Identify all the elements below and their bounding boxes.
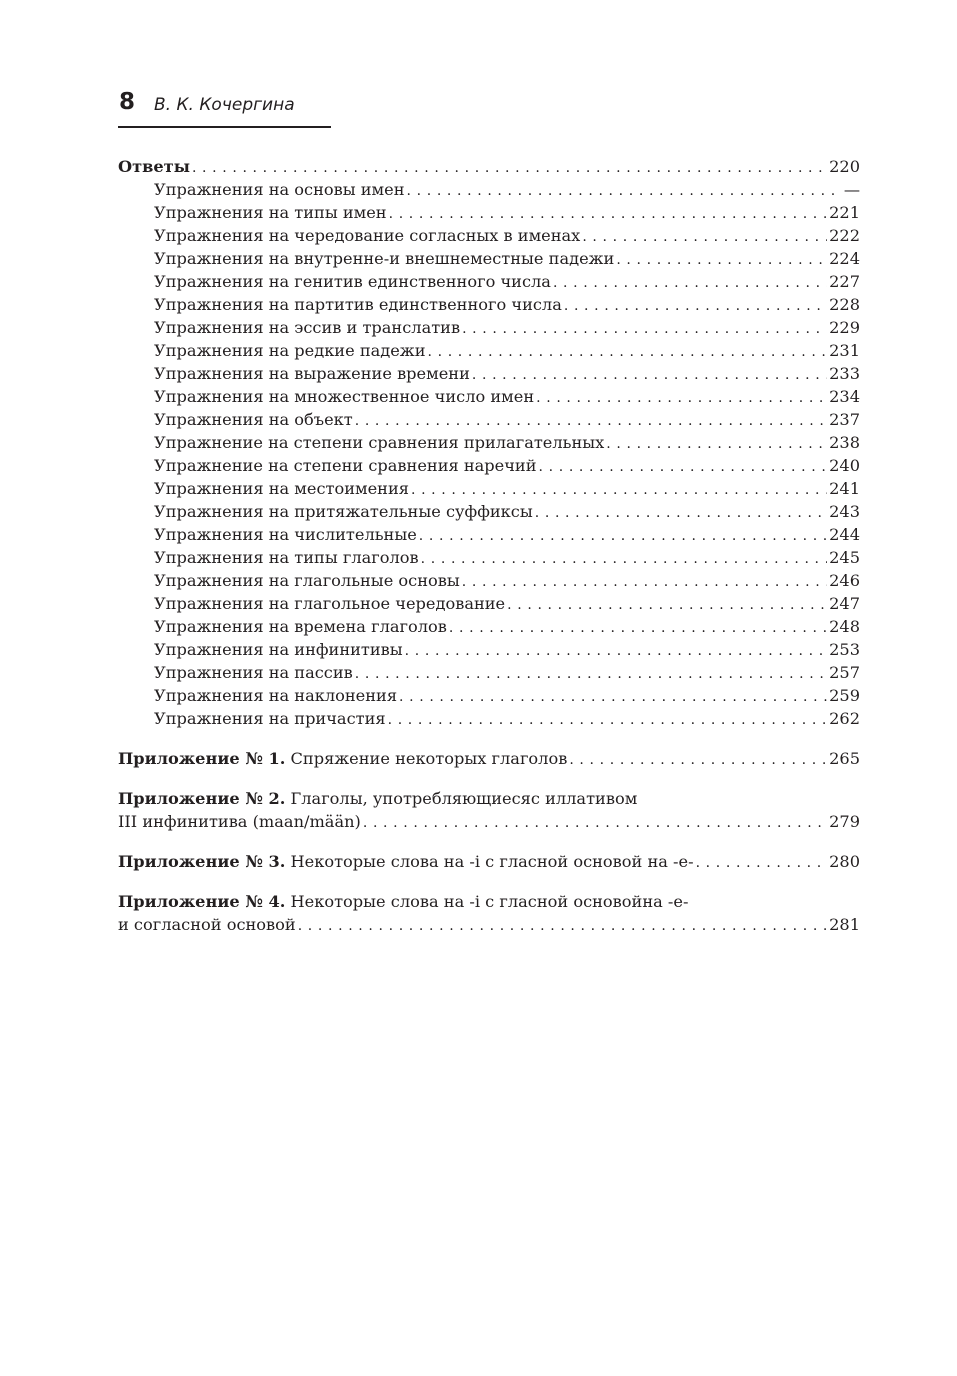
toc-entry-title: Упражнения на выражение времени <box>154 364 470 383</box>
toc-entry-title: Упражнения на пассив <box>154 663 353 682</box>
toc-entry[interactable] <box>118 339 860 362</box>
appendix-label: Приложение № 3. <box>118 852 286 871</box>
toc-appendix-2-continued[interactable] <box>118 810 860 833</box>
toc-appendix-1[interactable] <box>118 747 860 770</box>
dot-leader <box>405 640 827 663</box>
toc-entry-title: Упражнение на степени сравнения прилагательных <box>154 433 605 452</box>
toc-page-number: 227 <box>829 272 860 291</box>
dot-leader <box>582 226 827 249</box>
dot-leader <box>298 915 827 938</box>
dot-leader <box>192 157 827 180</box>
toc-page-number: 228 <box>829 295 860 314</box>
page-number: 8 <box>119 89 136 115</box>
toc-entry[interactable] <box>118 431 860 454</box>
toc-entry[interactable] <box>118 385 860 408</box>
toc-page-number: 231 <box>829 341 860 360</box>
appendix-label: Приложение № 4. <box>118 892 286 911</box>
toc-page-number: 265 <box>829 749 860 768</box>
toc-entry-title: Упражнения на типы глаголов <box>154 548 419 567</box>
dot-leader <box>411 479 827 502</box>
toc-entry-title: Упражнения на глагольные основы <box>154 571 460 590</box>
toc-entry-title: Упражнения на времена глаголов <box>154 617 447 636</box>
toc-entry-title: Упражнение на степени сравнения наречий <box>154 456 537 475</box>
toc-entry-title: Упражнения на наклонения <box>154 686 398 705</box>
toc-entry[interactable] <box>118 523 860 546</box>
toc-page-number: — <box>843 180 860 199</box>
toc-page-number: 234 <box>829 387 860 406</box>
toc-page-number: 238 <box>829 433 860 452</box>
dot-leader <box>399 686 827 709</box>
toc-page-number: 221 <box>829 203 860 222</box>
toc-entry-title: Упражнения на внутренне-и внешнеместные падежи <box>154 249 615 268</box>
appendix-title: Глаголы, употребляющиесяс иллативом <box>290 789 638 808</box>
dot-leader <box>462 571 827 594</box>
toc-page-number: 279 <box>829 812 860 831</box>
appendix-title: Спряжение некоторых глаголов <box>290 749 568 768</box>
toc-page-number: 280 <box>829 852 860 871</box>
toc-appendix-3[interactable] <box>118 850 860 873</box>
toc-entry[interactable] <box>118 615 860 638</box>
dot-leader <box>616 249 827 272</box>
toc-entry-title: Упражнения на числительные <box>154 525 417 544</box>
running-head-author: В. К. Кочергина <box>154 95 295 115</box>
dot-leader <box>536 387 827 410</box>
appendix-label: Приложение № 2. <box>118 789 286 808</box>
toc-entry-title: Упражнения на множественное число имен <box>154 387 535 406</box>
toc-entry[interactable] <box>118 316 860 339</box>
dot-leader <box>355 663 827 686</box>
toc-appendix-4[interactable] <box>118 890 860 913</box>
toc-page-number: 257 <box>829 663 860 682</box>
toc-page-number: 229 <box>829 318 860 337</box>
appendix-title-continued: и согласной основой <box>118 915 296 934</box>
dot-leader <box>539 456 828 479</box>
dot-leader <box>564 295 827 318</box>
toc-page-number: 247 <box>829 594 860 613</box>
table-of-contents <box>118 155 860 936</box>
appendix-title: Некоторые слова на -i с гласной основойна -e- <box>290 892 689 911</box>
toc-section-title: Ответы <box>118 157 190 176</box>
toc-entry[interactable] <box>118 201 860 224</box>
toc-entry[interactable] <box>118 454 860 477</box>
dot-leader <box>407 180 842 203</box>
toc-entry[interactable] <box>118 500 860 523</box>
toc-page-number: 253 <box>829 640 860 659</box>
toc-appendix-2[interactable] <box>118 787 860 810</box>
toc-entry-title: Упражнения на редкие падежи <box>154 341 426 360</box>
toc-page-number: 262 <box>829 709 860 728</box>
toc-page-number: 245 <box>829 548 860 567</box>
toc-entry-title: Упражнения на объект <box>154 410 353 429</box>
toc-page-number: 241 <box>829 479 860 498</box>
toc-entry-title: Упражнения на основы имен <box>154 180 405 199</box>
toc-page-number: 243 <box>829 502 860 521</box>
dot-leader <box>421 548 827 571</box>
toc-entry-title: Упражнения на местоимения <box>154 479 409 498</box>
dot-leader <box>363 812 827 835</box>
toc-section-answers[interactable] <box>118 155 860 178</box>
dot-leader <box>462 318 827 341</box>
toc-entry-title: Упражнения на инфинитивы <box>154 640 403 659</box>
dot-leader <box>569 749 827 772</box>
dot-leader <box>428 341 828 364</box>
toc-page-number: 240 <box>829 456 860 475</box>
dot-leader <box>507 594 827 617</box>
toc-entry[interactable] <box>118 408 860 431</box>
toc-page-number: 222 <box>829 226 860 245</box>
toc-page-number: 246 <box>829 571 860 590</box>
dot-leader <box>535 502 827 525</box>
toc-entry[interactable] <box>118 477 860 500</box>
toc-entry[interactable] <box>118 661 860 684</box>
toc-page-number: 220 <box>829 157 860 176</box>
appendix-title-continued: III инфинитива (maan/mään) <box>118 812 361 831</box>
toc-entry[interactable] <box>118 546 860 569</box>
dot-leader <box>696 852 828 875</box>
toc-page-number: 237 <box>829 410 860 429</box>
toc-entry-title: Упражнения на глагольное чередование <box>154 594 506 613</box>
toc-entry[interactable] <box>118 707 860 730</box>
dot-leader <box>419 525 827 548</box>
toc-entry-title: Упражнения на причастия <box>154 709 386 728</box>
toc-page-number: 281 <box>829 915 860 934</box>
dot-leader <box>355 410 827 433</box>
toc-entry-title: Упражнения на эссив и транслатив <box>154 318 461 337</box>
appendix-label: Приложение № 1. <box>118 749 286 768</box>
toc-entry-title: Упражнения на генитив единственного числа <box>154 272 551 291</box>
toc-page-number: 259 <box>829 686 860 705</box>
toc-entry-title: Упражнения на типы имен <box>154 203 387 222</box>
toc-entry[interactable] <box>118 224 860 247</box>
appendix-title: Некоторые слова на -i с гласной основой на -e- <box>290 852 694 871</box>
toc-entry[interactable] <box>118 362 860 385</box>
toc-entry[interactable] <box>118 247 860 270</box>
toc-entry[interactable] <box>118 178 860 201</box>
running-header <box>118 86 331 128</box>
dot-leader <box>553 272 827 295</box>
dot-leader <box>389 203 828 226</box>
dot-leader <box>388 709 827 732</box>
dot-leader <box>606 433 827 456</box>
toc-entry[interactable] <box>118 592 860 615</box>
toc-entry[interactable] <box>118 638 860 661</box>
toc-page-number: 248 <box>829 617 860 636</box>
dot-leader <box>449 617 827 640</box>
toc-entry[interactable] <box>118 293 860 316</box>
toc-entry[interactable] <box>118 684 860 707</box>
toc-page-number: 233 <box>829 364 860 383</box>
toc-page-number: 244 <box>829 525 860 544</box>
dot-leader <box>472 364 827 387</box>
toc-page-number: 224 <box>829 249 860 268</box>
toc-entry-title: Упражнения на притяжательные суффиксы <box>154 502 533 521</box>
toc-entry-title: Упражнения на чередование согласных в именах <box>154 226 581 245</box>
toc-entry-title: Упражнения на партитив единственного числа <box>154 295 562 314</box>
toc-appendix-4-continued[interactable] <box>118 913 860 936</box>
toc-entry[interactable] <box>118 270 860 293</box>
toc-entry[interactable] <box>118 569 860 592</box>
